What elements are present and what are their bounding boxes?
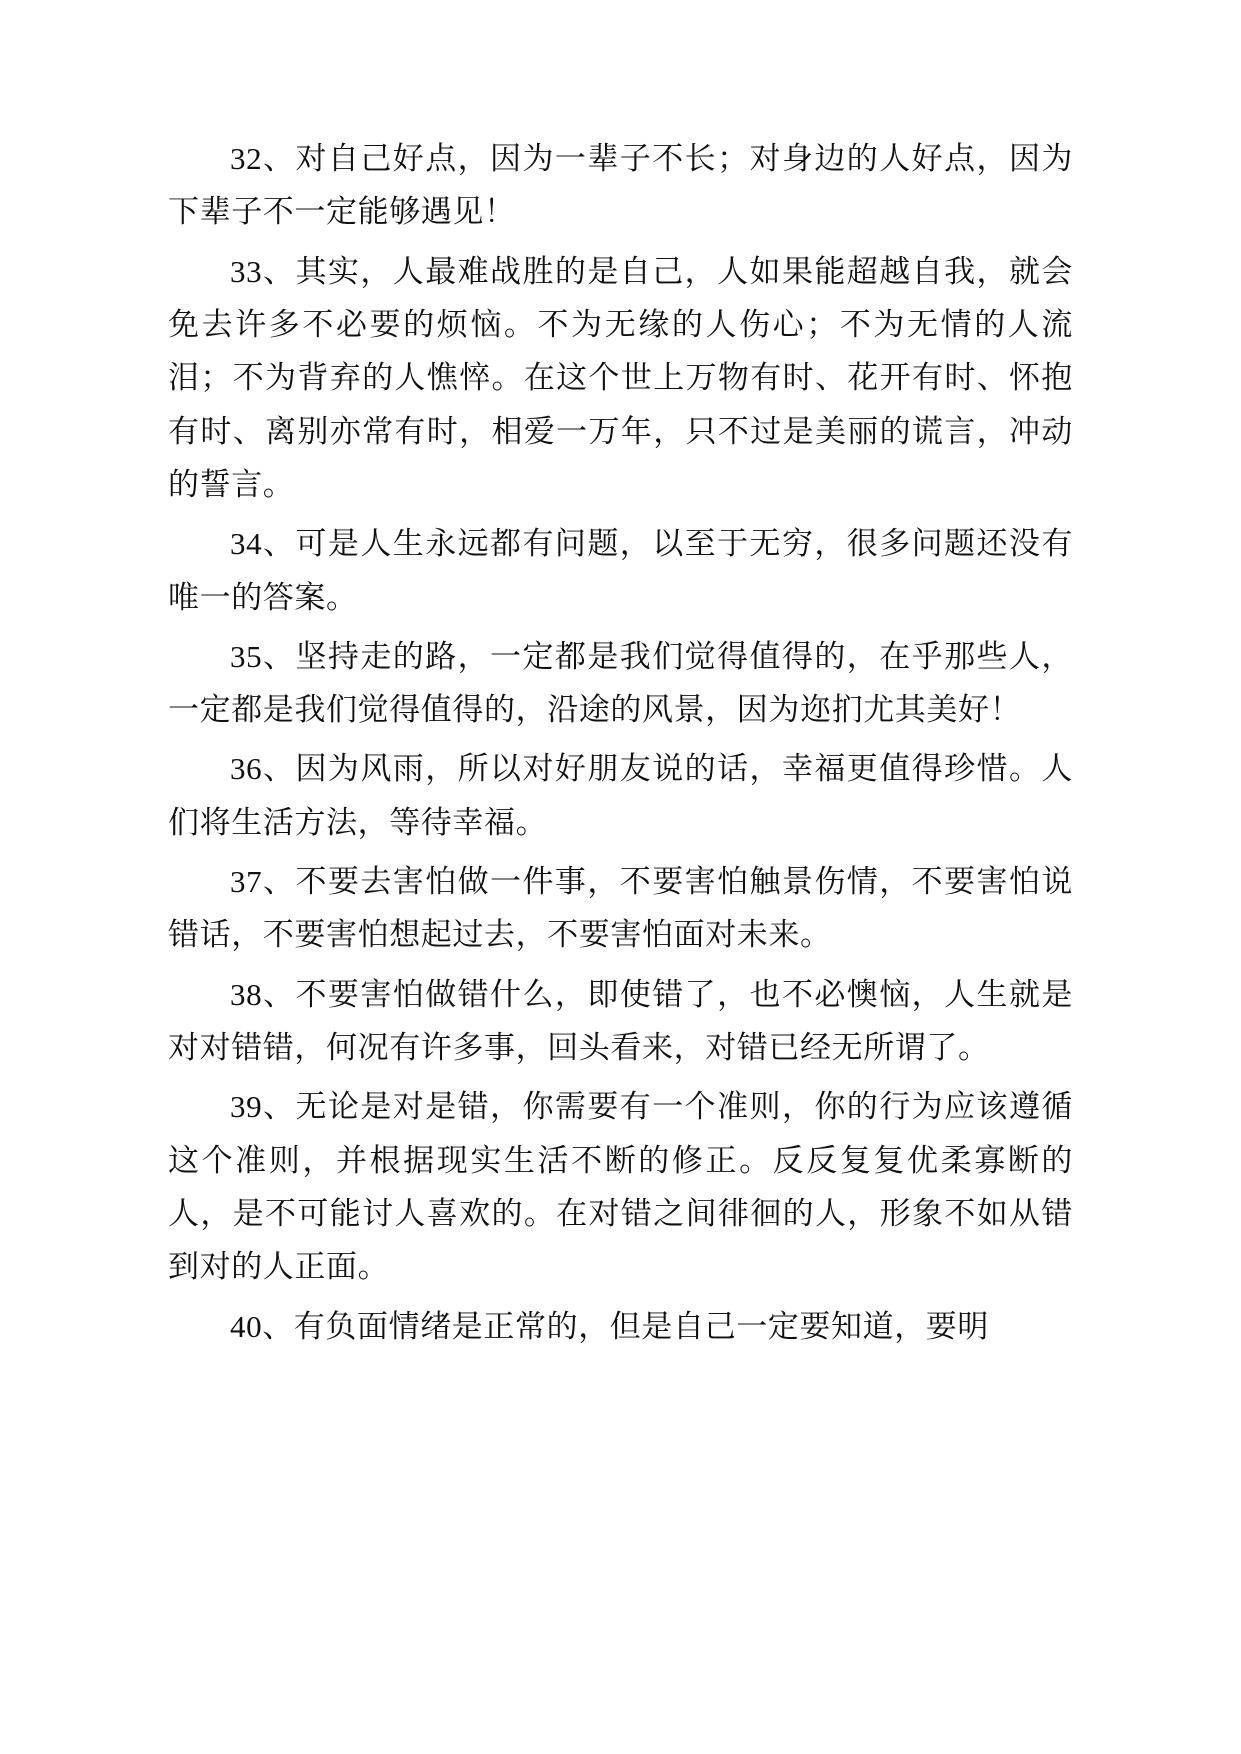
paragraph: 40、有负面情绪是正常的，但是自己一定要知道，要明 bbox=[230, 1308, 989, 1344]
paragraph: 34、可是人生永远都有问题，以至于无穷，很多问题还没有唯一的答案。 bbox=[168, 526, 1073, 615]
paragraph: 35、坚持走的路，一定都是我们觉得值得的，在乎那些人，一定都是我们觉得值得的，沿途的风景，因为迩扪尤其美好！ bbox=[168, 638, 1073, 728]
paragraph: 38、不要害怕做错什么，即使错了，也不必懊恼，人生就是对对错错，何况有许多事，回头看来，对错已经无所谓了。 bbox=[168, 976, 1073, 1065]
paragraph: 36、因为风雨，所以对好朋友说的话，幸福更值得珍惜。人们将生活方法，等待幸福。 bbox=[168, 751, 1073, 840]
paragraph: 37、不要去害怕做一件事，不要害怕触景伤情，不要害怕说错话，不要害怕想起过去，不要害怕面对未来。 bbox=[168, 864, 1073, 953]
paragraph: 33、其实，人最难战胜的是自己，人如果能超越自我，就会免去许多不必要的烦恼。不为无缘的人伤心；不为无情的人流泪；不为背弃的人憔悴。在这个世上万物有时、花开有时、怀抱有时、离别亦常有时，相爱一万年，只不过是美丽的谎言，冲动的誓言。 bbox=[168, 253, 1073, 502]
document-body bbox=[168, 132, 1073, 1353]
paragraph: 39、无论是对是错，你需要有一个准则，你的行为应该遵循这个准则，并根据现实生活不断的修正。反反复复优柔寡断的人，是不可能讨人喜欢的。在对错之间徘徊的人，形象不如从错到对的人正面。 bbox=[168, 1089, 1073, 1285]
paragraph: 32、对自己好点，因为一辈子不长；对身边的人好点，因为下辈子不一定能够遇见！ bbox=[168, 141, 1073, 230]
